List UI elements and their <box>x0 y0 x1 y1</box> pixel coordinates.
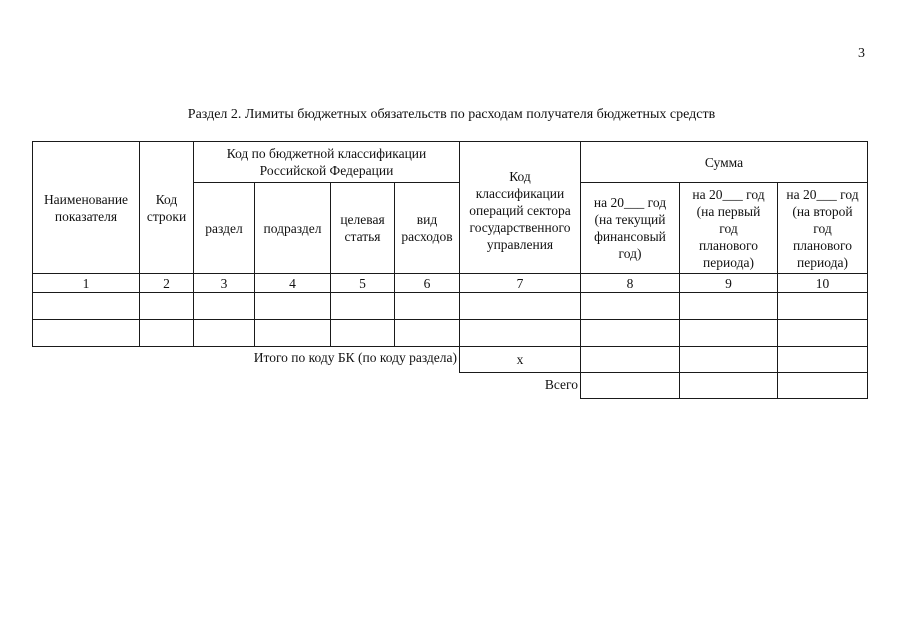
column-number-9: 9 <box>725 275 732 291</box>
header-second-plan-year: на 20___ год (на второй год планового периода) <box>786 186 859 270</box>
column-number-6: 6 <box>423 275 431 291</box>
column-number-8: 8 <box>626 275 634 291</box>
header-amount: Сумма <box>704 154 744 170</box>
header-expense-type: вид расходов <box>401 212 453 244</box>
header-name: Наименование показателя <box>43 191 129 224</box>
header-target-item: целевая статья <box>340 212 385 244</box>
column-number-5: 5 <box>359 275 366 291</box>
column-number-2: 2 <box>163 275 170 291</box>
column-number-4: 4 <box>289 275 296 291</box>
column-number-3: 3 <box>220 275 228 291</box>
header-section: раздел <box>205 220 243 236</box>
column-number-1: 1 <box>82 275 90 291</box>
header-budget-classification: Код по бюджетной классификации Российской Федерации <box>226 146 427 178</box>
header-operations-code: Код классификации операций сектора государственного управления <box>469 168 571 252</box>
grid-line <box>32 319 868 320</box>
grid-line <box>867 141 868 399</box>
total-by-section-mark: х <box>516 352 524 367</box>
header-row-code: Код строки <box>146 191 187 224</box>
header-subsection: подраздел <box>263 220 322 236</box>
total-by-section-label: Итого по коду БК (по коду раздела) <box>253 350 457 365</box>
grid-line <box>459 372 868 373</box>
section-title: Раздел 2. Лимиты бюджетных обязательств по расходам получателя бюджетных средств <box>187 107 716 122</box>
page-number: 3 <box>858 46 865 61</box>
header-current-year: на 20___ год (на текущий финансовый год) <box>593 195 667 261</box>
grid-line <box>32 292 868 293</box>
grid-line <box>32 346 868 347</box>
column-number-7: 7 <box>516 275 524 291</box>
header-first-plan-year: на 20___ год (на первый год планового периода) <box>692 186 765 270</box>
grand-total-label: Всего <box>544 377 578 392</box>
column-number-10: 10 <box>815 275 830 291</box>
table-border-bottom <box>580 398 868 399</box>
